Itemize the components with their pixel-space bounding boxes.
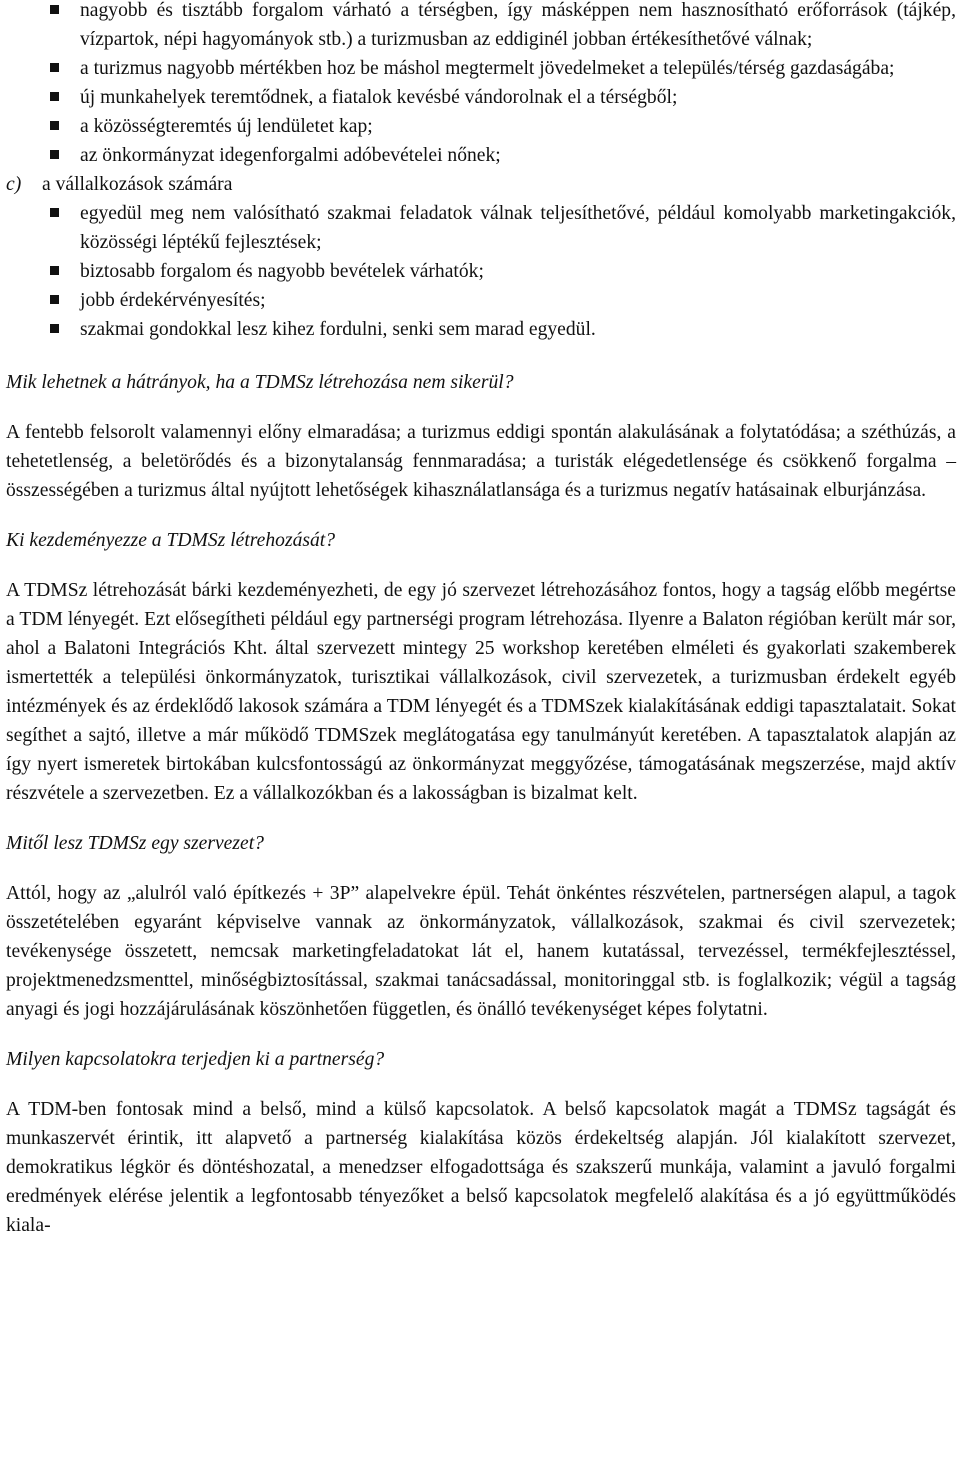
- list-item: [6, 315, 956, 344]
- section-c-heading: [6, 170, 956, 199]
- list-item: [6, 83, 956, 112]
- list-item: [6, 286, 956, 315]
- paragraph: Attól, hogy az „alulról való építkezés + 3P” alapelvekre épül. Tehát önkéntes részvételen, partnerségen alapul, a tagok összetételében egyaránt képviselve vannak az önkormányzatok, vállalkozások, szakmai és civil szervezetek; tevékenysége összetett, nemcsak marketingfeladatokat lát el, hanem kutatással, tervezéssel, termékfejlesztéssel, projektmenedzsmenttel, minőségbiztosítással, szakmai tanácsadással, monitoringgal stb. is foglalkozik; végül a tagság anyagi és jogi hozzájárulásának köszönhetően független, és önálló tevékenységet képes folytatni.: [6, 883, 956, 1020]
- square-bullet-icon: [50, 121, 59, 130]
- question-heading: Ki kezdeményezze a TDMSz létrehozását?: [6, 530, 336, 551]
- list-item: [6, 0, 956, 54]
- list-item-text: a turizmus nagyobb mértékben hoz be máshol megtermelt jövedelmeket a település/térség gazdaságába;: [80, 58, 895, 79]
- list-item-text: szakmai gondokkal lesz kihez fordulni, senki sem marad egyedül.: [80, 319, 596, 340]
- section-letter: c): [6, 174, 22, 195]
- list-item-text: egyedül meg nem valósítható szakmai feladatok válnak teljesíthetővé, például komolyabb marketingakciók, közösségi léptékű fejlesztések;: [80, 203, 956, 253]
- list-item: [6, 54, 956, 83]
- square-bullet-icon: [50, 92, 59, 101]
- square-bullet-icon: [50, 63, 59, 72]
- list-item-text: új munkahelyek teremtődnek, a fiatalok kevésbé vándorolnak el a térségből;: [80, 87, 678, 108]
- list-item: [6, 141, 956, 170]
- benefits-list-c: [6, 199, 956, 344]
- square-bullet-icon: [50, 150, 59, 159]
- section-heading-text: a vállalkozások számára: [42, 174, 233, 195]
- benefits-list-b: [6, 0, 956, 170]
- square-bullet-icon: [50, 5, 59, 14]
- list-item: [6, 112, 956, 141]
- square-bullet-icon: [50, 295, 59, 304]
- question-heading: Mik lehetnek a hátrányok, ha a TDMSz létrehozása nem sikerül?: [6, 372, 514, 393]
- question-heading: Milyen kapcsolatokra terjedjen ki a partnerség?: [6, 1049, 385, 1070]
- list-item-text: biztosabb forgalom és nagyobb bevételek várhatók;: [80, 261, 484, 282]
- document-page: [6, 0, 956, 1240]
- paragraph: A fentebb felsorolt valamennyi előny elmaradása; a turizmus eddigi spontán alakulásának a folytatódása; a széthúzás, a tehetetlenség, a beletörődés és a bizonytalanság fennmaradása; a turisták elégedetlensége és csökkenő forgalma – összességében a turizmus által nyújtott lehetőségek kihasználatlansága és a turizmus negatív hatásainak elburjánzása.: [6, 422, 956, 501]
- list-item-text: jobb érdekérvényesítés;: [80, 290, 266, 311]
- paragraph: A TDMSz létrehozását bárki kezdeményezheti, de egy jó szervezet létrehozásához fontos, hogy a tagság előbb megértse a TDM lényegét. Ezt elősegítheti például egy partnerségi program létrehozása. Ilyenre a Balaton régióban került már sor, ahol a Balatoni Integrációs Kht. által szervezett mintegy 25 workshop keretében elméleti és gyakorlati szakemberek ismertették a települési önkormányzatok, turisztikai vállalkozások, civil szervezetek, a turizmusban érdekelt egyéb intézmények és az érdeklődő lakosok számára a TDM lényegét és a TDMSzek kialakításának eddigi tapasztalatait. Sokat segíthet a sajtó, illetve a már működő TDMSzek meglátogatása egy tanulmányút keretében. A tapasztalatok alapján az így nyert ismeretek birtokában kulcsfontosságú az önkormányzat meggyőzése, támogatásának megszerzése, majd aktív részvétele a szervezetben. Ez a vállalkozókban és a lakosságban is bizalmat kelt.: [6, 580, 956, 804]
- list-item-text: a közösségteremtés új lendületet kap;: [80, 116, 373, 137]
- list-item-text: nagyobb és tisztább forgalom várható a térségben, így másképpen nem hasznosítható erőforrások (tájkép, vízpartok, népi hagyományok stb.) a turizmusban az eddiginél jobban értékesíthetővé válnak;: [80, 0, 956, 50]
- list-item: [6, 199, 956, 257]
- question-heading: Mitől lesz TDMSz egy szervezet?: [6, 833, 264, 854]
- list-item-text: az önkormányzat idegenforgalmi adóbevételei nőnek;: [80, 145, 501, 166]
- list-item: [6, 257, 956, 286]
- square-bullet-icon: [50, 208, 59, 217]
- square-bullet-icon: [50, 266, 59, 275]
- square-bullet-icon: [50, 324, 59, 333]
- paragraph: A TDM-ben fontosak mind a belső, mind a külső kapcsolatok. A belső kapcsolatok magát a TDMSz tagságát és munkaszervét érintik, itt alapvető a partnerség kialakítása közös érdekeltség alapján. Jól kialakított szervezet, demokratikus légkör és döntéshozatal, a menedzser elfogadottsága és szakszerű munkája, valamint a javuló forgalmi eredmények elérése jelentik a legfontosabb tényezőket a belső kapcsolatok megfelelő alakítása és a jó együttműködés kiala-: [6, 1099, 956, 1236]
